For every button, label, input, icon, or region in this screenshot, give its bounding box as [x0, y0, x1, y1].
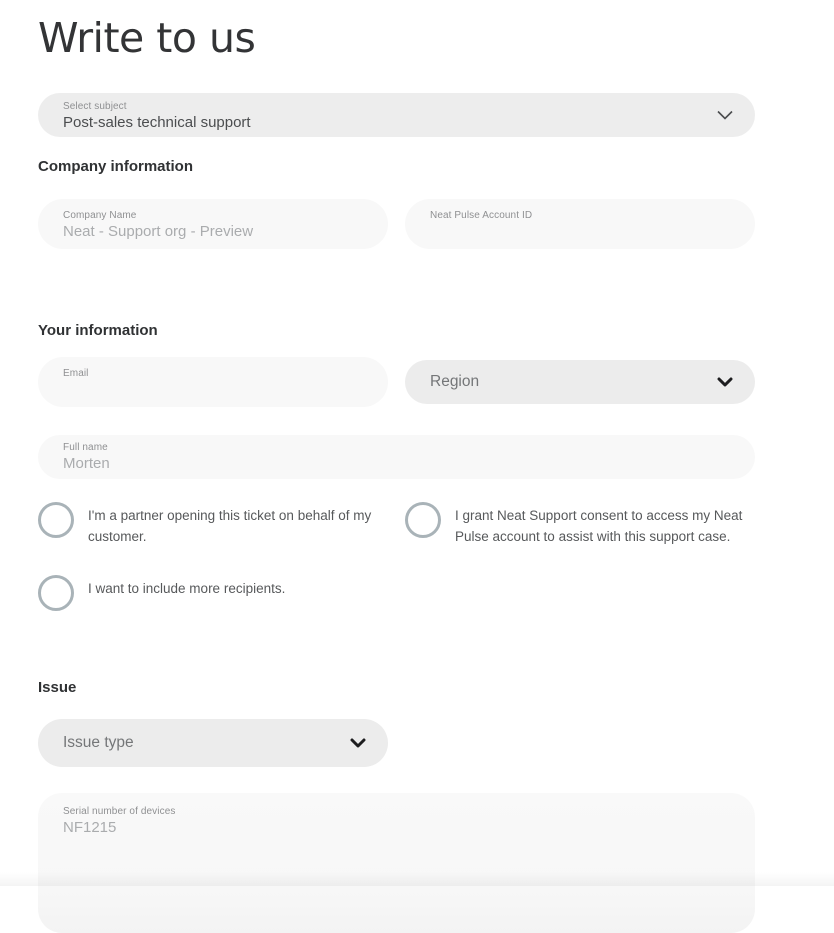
chevron-down-icon	[717, 377, 733, 387]
pulse-account-id-field[interactable]	[405, 199, 755, 249]
recipients-radio[interactable]	[38, 575, 74, 611]
your-information-heading: Your information	[38, 322, 158, 339]
company-name-value: Neat - Support org - Preview	[63, 223, 254, 240]
serial-number-label: Serial number of devices	[63, 806, 176, 817]
issue-type-select[interactable]	[38, 719, 388, 767]
consent-options	[38, 502, 755, 611]
company-information-heading: Company information	[38, 158, 194, 175]
full-name-label: Full name	[63, 442, 108, 453]
serial-number-field[interactable]	[38, 793, 755, 933]
subject-select[interactable]	[38, 93, 755, 137]
consent-radio[interactable]	[405, 502, 441, 538]
recipients-option	[38, 575, 405, 611]
subject-select-label: Select subject	[63, 101, 127, 112]
issue-type-label: Issue type	[63, 734, 134, 751]
consent-options-right	[405, 502, 755, 611]
email-label: Email	[63, 368, 89, 379]
consent-option-label: I grant Neat Support consent to access my Neat Pulse account to assist with this support case.	[455, 508, 743, 544]
full-name-field[interactable]	[38, 435, 755, 479]
consent-options-left	[38, 502, 405, 611]
chevron-down-icon	[350, 738, 366, 748]
write-to-us-form	[38, 14, 755, 933]
email-field[interactable]	[38, 357, 388, 407]
serial-number-value: NF1215	[63, 819, 117, 836]
region-select[interactable]	[405, 360, 755, 404]
page-title: Write to us	[38, 14, 256, 62]
subject-select-value: Post-sales technical support	[63, 114, 251, 131]
company-name-field[interactable]	[38, 199, 388, 249]
issue-heading: Issue	[38, 679, 77, 696]
region-select-label: Region	[430, 373, 480, 390]
pulse-account-id-label: Neat Pulse Account ID	[430, 210, 533, 221]
partner-option-label: I'm a partner opening this ticket on behalf of my customer.	[88, 508, 372, 544]
full-name-value: Morten	[63, 455, 110, 472]
consent-option	[405, 502, 755, 547]
company-name-label: Company Name	[63, 210, 137, 221]
recipients-option-label: I want to include more recipients.	[88, 581, 286, 596]
partner-option	[38, 502, 405, 547]
partner-radio[interactable]	[38, 502, 74, 538]
chevron-down-icon	[717, 111, 733, 120]
